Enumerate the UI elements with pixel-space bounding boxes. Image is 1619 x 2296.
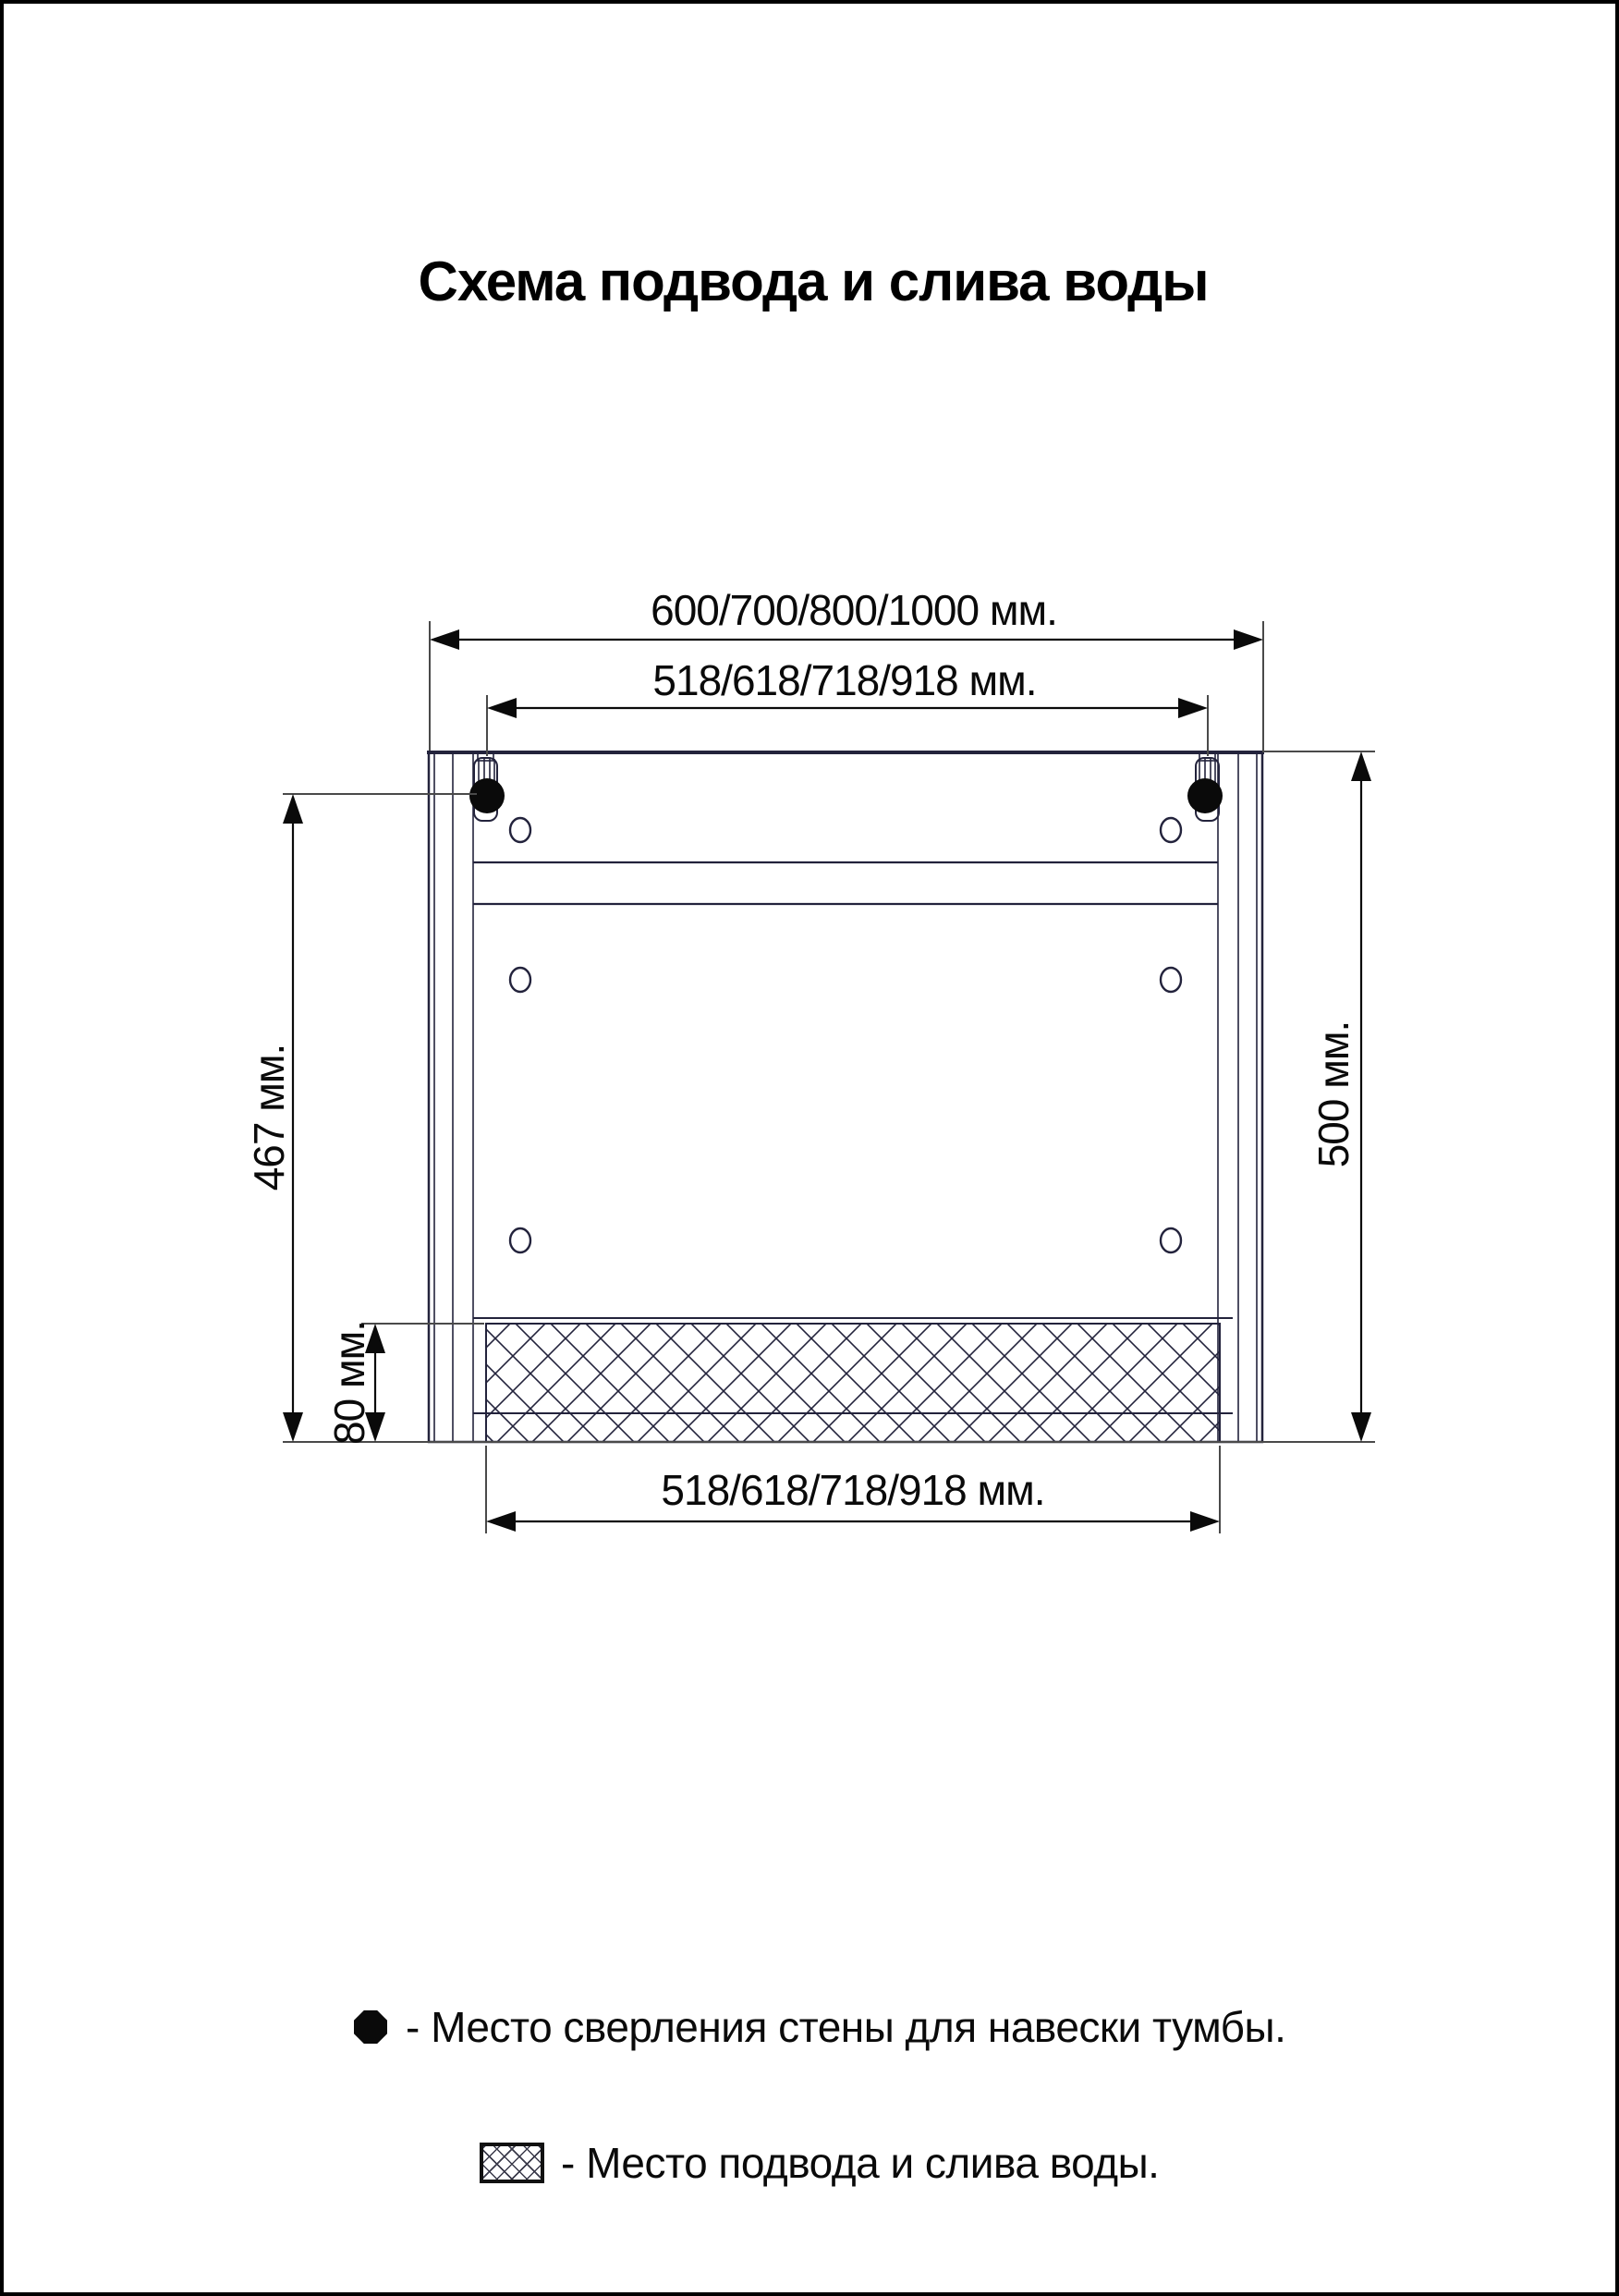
page-title: Схема подвода и слива воды (418, 250, 1209, 312)
legend-item-water-zone (480, 2138, 1159, 2188)
drill-point-right (1187, 778, 1223, 813)
dimension-label-mount-width-bottom: 518/618/718/918 мм. (661, 1466, 1045, 1514)
screw-hole (510, 818, 530, 842)
screw-hole (510, 968, 530, 992)
water-zone-icon (480, 2143, 544, 2183)
legend-label: - Место подвода и слива воды. (561, 2139, 1160, 2187)
dimension-label-mount-width-top: 518/618/718/918 мм. (652, 656, 1037, 704)
screw-hole (1161, 1228, 1181, 1252)
screw-holes (510, 818, 1181, 1252)
screw-hole (1161, 818, 1181, 842)
water-zone-hatch (486, 1324, 1220, 1442)
legend-item-drill-point (354, 2002, 1285, 2052)
dimension-label-drain-height: 80 мм. (325, 1321, 373, 1445)
dimension-label-right-height: 500 мм. (1309, 1020, 1357, 1168)
screw-hole (1161, 968, 1181, 992)
dimension-label-outer-width: 600/700/800/1000 мм. (651, 586, 1057, 634)
drill-point-left (469, 778, 505, 813)
cabinet-mounting-diagram (4, 4, 1619, 2296)
legend-label: - Место сверления стены для навески тумбы. (406, 2003, 1286, 2051)
screw-hole (510, 1228, 530, 1252)
dimension-label-left-height: 467 мм. (245, 1044, 293, 1191)
dimension-mount-width-bottom (486, 1511, 1220, 1532)
drill-point-icon (354, 2010, 387, 2044)
